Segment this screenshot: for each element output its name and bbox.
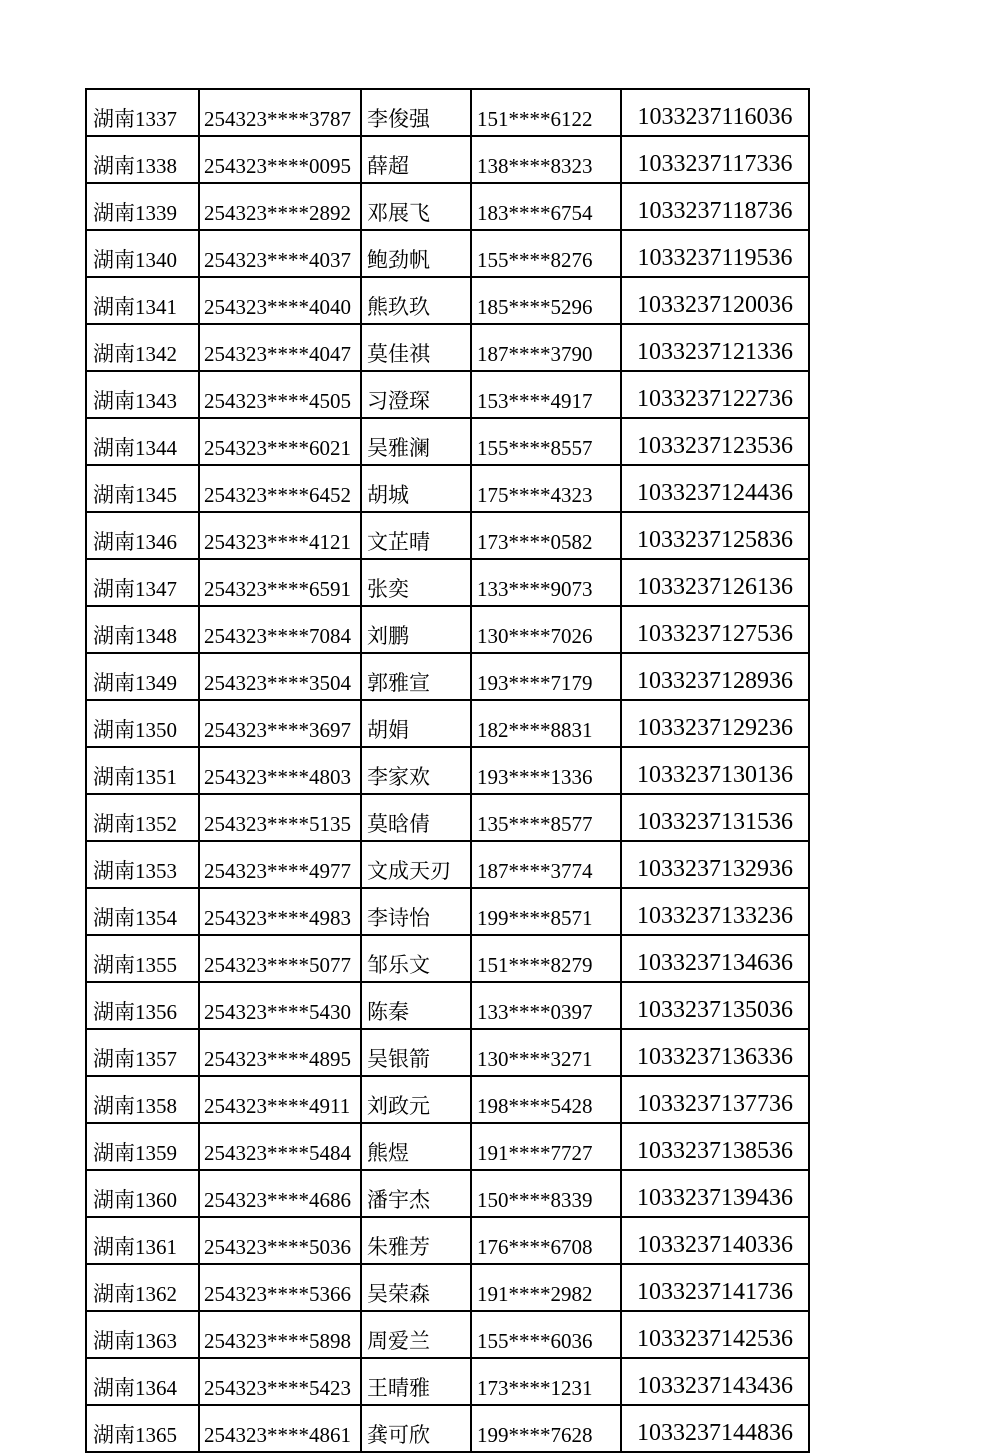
cell-name: 周爱兰 — [361, 1311, 471, 1358]
table-row — [86, 935, 809, 982]
cell-id_number_masked: 254323****5077 — [199, 935, 361, 982]
cell-phone_masked: 193****1336 — [471, 747, 621, 794]
cell-id_number_masked: 254323****2892 — [199, 183, 361, 230]
cell-region_index: 湖南1362 — [86, 1264, 199, 1311]
cell-name: 熊玖玖 — [361, 277, 471, 324]
cell-serial_number: 1033237141736 — [621, 1264, 809, 1311]
cell-phone_masked: 133****0397 — [471, 982, 621, 1029]
cell-region_index: 湖南1347 — [86, 559, 199, 606]
cell-serial_number: 1033237139436 — [621, 1170, 809, 1217]
cell-region_index: 湖南1363 — [86, 1311, 199, 1358]
cell-name: 文成天刃 — [361, 841, 471, 888]
cell-region_index: 湖南1358 — [86, 1076, 199, 1123]
cell-name: 李俊强 — [361, 89, 471, 136]
cell-name: 吴荣森 — [361, 1264, 471, 1311]
cell-region_index: 湖南1337 — [86, 89, 199, 136]
cell-serial_number: 1033237123536 — [621, 418, 809, 465]
cell-name: 李家欢 — [361, 747, 471, 794]
cell-serial_number: 1033237122736 — [621, 371, 809, 418]
cell-phone_masked: 150****8339 — [471, 1170, 621, 1217]
table-row — [86, 418, 809, 465]
cell-id_number_masked: 254323****5135 — [199, 794, 361, 841]
cell-serial_number: 1033237128936 — [621, 653, 809, 700]
cell-serial_number: 1033237130136 — [621, 747, 809, 794]
roster-table — [85, 88, 810, 1453]
table-row — [86, 230, 809, 277]
cell-serial_number: 1033237126136 — [621, 559, 809, 606]
cell-phone_masked: 199****8571 — [471, 888, 621, 935]
cell-name: 朱雅芳 — [361, 1217, 471, 1264]
table-row — [86, 89, 809, 136]
table-row — [86, 747, 809, 794]
cell-id_number_masked: 254323****5036 — [199, 1217, 361, 1264]
table-row — [86, 982, 809, 1029]
cell-id_number_masked: 254323****5484 — [199, 1123, 361, 1170]
cell-serial_number: 1033237135036 — [621, 982, 809, 1029]
cell-name: 熊煜 — [361, 1123, 471, 1170]
cell-phone_masked: 175****4323 — [471, 465, 621, 512]
cell-serial_number: 1033237143436 — [621, 1358, 809, 1405]
table-row — [86, 1029, 809, 1076]
cell-phone_masked: 193****7179 — [471, 653, 621, 700]
table-body — [86, 89, 809, 1452]
cell-region_index: 湖南1344 — [86, 418, 199, 465]
table-row — [86, 183, 809, 230]
cell-name: 李诗怡 — [361, 888, 471, 935]
cell-id_number_masked: 254323****4911 — [199, 1076, 361, 1123]
cell-serial_number: 1033237140336 — [621, 1217, 809, 1264]
table-row — [86, 465, 809, 512]
cell-serial_number: 1033237133236 — [621, 888, 809, 935]
cell-phone_masked: 191****2982 — [471, 1264, 621, 1311]
cell-region_index: 湖南1341 — [86, 277, 199, 324]
cell-id_number_masked: 254323****4121 — [199, 512, 361, 559]
table-row — [86, 277, 809, 324]
cell-region_index: 湖南1345 — [86, 465, 199, 512]
cell-id_number_masked: 254323****5366 — [199, 1264, 361, 1311]
cell-serial_number: 1033237121336 — [621, 324, 809, 371]
cell-region_index: 湖南1346 — [86, 512, 199, 559]
cell-name: 薛超 — [361, 136, 471, 183]
cell-id_number_masked: 254323****6591 — [199, 559, 361, 606]
cell-serial_number: 1033237118736 — [621, 183, 809, 230]
cell-id_number_masked: 254323****4895 — [199, 1029, 361, 1076]
cell-region_index: 湖南1361 — [86, 1217, 199, 1264]
cell-serial_number: 1033237116036 — [621, 89, 809, 136]
cell-name: 邹乐文 — [361, 935, 471, 982]
cell-id_number_masked: 254323****5423 — [199, 1358, 361, 1405]
cell-serial_number: 1033237129236 — [621, 700, 809, 747]
cell-serial_number: 1033237131536 — [621, 794, 809, 841]
cell-region_index: 湖南1339 — [86, 183, 199, 230]
cell-id_number_masked: 254323****6452 — [199, 465, 361, 512]
cell-name: 鲍劲帆 — [361, 230, 471, 277]
cell-region_index: 湖南1360 — [86, 1170, 199, 1217]
cell-phone_masked: 155****8276 — [471, 230, 621, 277]
cell-serial_number: 1033237136336 — [621, 1029, 809, 1076]
table-row — [86, 794, 809, 841]
cell-region_index: 湖南1350 — [86, 700, 199, 747]
table-row — [86, 371, 809, 418]
cell-region_index: 湖南1343 — [86, 371, 199, 418]
cell-phone_masked: 191****7727 — [471, 1123, 621, 1170]
cell-phone_masked: 138****8323 — [471, 136, 621, 183]
cell-id_number_masked: 254323****4505 — [199, 371, 361, 418]
cell-serial_number: 1033237134636 — [621, 935, 809, 982]
cell-region_index: 湖南1364 — [86, 1358, 199, 1405]
cell-name: 习澄琛 — [361, 371, 471, 418]
cell-id_number_masked: 254323****4861 — [199, 1405, 361, 1452]
cell-region_index: 湖南1352 — [86, 794, 199, 841]
cell-phone_masked: 183****6754 — [471, 183, 621, 230]
table-row — [86, 136, 809, 183]
cell-phone_masked: 133****9073 — [471, 559, 621, 606]
cell-id_number_masked: 254323****4686 — [199, 1170, 361, 1217]
cell-name: 吴银箭 — [361, 1029, 471, 1076]
cell-name: 陈秦 — [361, 982, 471, 1029]
cell-id_number_masked: 254323****4040 — [199, 277, 361, 324]
cell-phone_masked: 135****8577 — [471, 794, 621, 841]
cell-serial_number: 1033237120036 — [621, 277, 809, 324]
cell-id_number_masked: 254323****0095 — [199, 136, 361, 183]
cell-phone_masked: 173****0582 — [471, 512, 621, 559]
cell-phone_masked: 199****7628 — [471, 1405, 621, 1452]
cell-serial_number: 1033237125836 — [621, 512, 809, 559]
cell-phone_masked: 185****5296 — [471, 277, 621, 324]
cell-phone_masked: 151****8279 — [471, 935, 621, 982]
cell-name: 吴雅澜 — [361, 418, 471, 465]
table-row — [86, 653, 809, 700]
cell-phone_masked: 155****6036 — [471, 1311, 621, 1358]
cell-id_number_masked: 254323****4047 — [199, 324, 361, 371]
cell-id_number_masked: 254323****5430 — [199, 982, 361, 1029]
table-row — [86, 1076, 809, 1123]
cell-name: 胡城 — [361, 465, 471, 512]
cell-region_index: 湖南1357 — [86, 1029, 199, 1076]
cell-region_index: 湖南1359 — [86, 1123, 199, 1170]
table-row — [86, 700, 809, 747]
cell-name: 龚可欣 — [361, 1405, 471, 1452]
cell-phone_masked: 173****1231 — [471, 1358, 621, 1405]
cell-region_index: 湖南1348 — [86, 606, 199, 653]
table-row — [86, 606, 809, 653]
cell-phone_masked: 155****8557 — [471, 418, 621, 465]
cell-phone_masked: 176****6708 — [471, 1217, 621, 1264]
table-row — [86, 1123, 809, 1170]
cell-name: 张奕 — [361, 559, 471, 606]
cell-phone_masked: 130****7026 — [471, 606, 621, 653]
table-row — [86, 1217, 809, 1264]
table-row — [86, 324, 809, 371]
cell-name: 郭雅宣 — [361, 653, 471, 700]
cell-phone_masked: 153****4917 — [471, 371, 621, 418]
cell-name: 刘政元 — [361, 1076, 471, 1123]
cell-serial_number: 1033237124436 — [621, 465, 809, 512]
cell-region_index: 湖南1351 — [86, 747, 199, 794]
cell-phone_masked: 130****3271 — [471, 1029, 621, 1076]
cell-region_index: 湖南1353 — [86, 841, 199, 888]
table-row — [86, 1264, 809, 1311]
cell-region_index: 湖南1349 — [86, 653, 199, 700]
cell-region_index: 湖南1356 — [86, 982, 199, 1029]
cell-phone_masked: 187****3790 — [471, 324, 621, 371]
cell-phone_masked: 198****5428 — [471, 1076, 621, 1123]
cell-serial_number: 1033237142536 — [621, 1311, 809, 1358]
cell-name: 莫佳祺 — [361, 324, 471, 371]
table-row — [86, 1405, 809, 1452]
table-row — [86, 888, 809, 935]
cell-id_number_masked: 254323****4977 — [199, 841, 361, 888]
table-row — [86, 1358, 809, 1405]
cell-id_number_masked: 254323****5898 — [199, 1311, 361, 1358]
cell-name: 莫晗倩 — [361, 794, 471, 841]
cell-phone_masked: 187****3774 — [471, 841, 621, 888]
cell-region_index: 湖南1342 — [86, 324, 199, 371]
cell-phone_masked: 151****6122 — [471, 89, 621, 136]
cell-region_index: 湖南1365 — [86, 1405, 199, 1452]
cell-region_index: 湖南1354 — [86, 888, 199, 935]
cell-name: 文芷晴 — [361, 512, 471, 559]
cell-id_number_masked: 254323****3787 — [199, 89, 361, 136]
cell-id_number_masked: 254323****4983 — [199, 888, 361, 935]
table-row — [86, 841, 809, 888]
table-row — [86, 1311, 809, 1358]
table-row — [86, 559, 809, 606]
cell-name: 胡娟 — [361, 700, 471, 747]
cell-serial_number: 1033237138536 — [621, 1123, 809, 1170]
table-row — [86, 512, 809, 559]
cell-serial_number: 1033237119536 — [621, 230, 809, 277]
cell-id_number_masked: 254323****4803 — [199, 747, 361, 794]
cell-serial_number: 1033237137736 — [621, 1076, 809, 1123]
cell-region_index: 湖南1355 — [86, 935, 199, 982]
table-row — [86, 1170, 809, 1217]
cell-serial_number: 1033237132936 — [621, 841, 809, 888]
cell-name: 王晴雅 — [361, 1358, 471, 1405]
cell-id_number_masked: 254323****7084 — [199, 606, 361, 653]
cell-id_number_masked: 254323****3697 — [199, 700, 361, 747]
cell-serial_number: 1033237117336 — [621, 136, 809, 183]
cell-region_index: 湖南1338 — [86, 136, 199, 183]
cell-serial_number: 1033237127536 — [621, 606, 809, 653]
cell-name: 潘宇杰 — [361, 1170, 471, 1217]
cell-serial_number: 1033237144836 — [621, 1405, 809, 1452]
cell-id_number_masked: 254323****6021 — [199, 418, 361, 465]
cell-id_number_masked: 254323****3504 — [199, 653, 361, 700]
cell-phone_masked: 182****8831 — [471, 700, 621, 747]
cell-region_index: 湖南1340 — [86, 230, 199, 277]
cell-id_number_masked: 254323****4037 — [199, 230, 361, 277]
cell-name: 邓展飞 — [361, 183, 471, 230]
cell-name: 刘鹏 — [361, 606, 471, 653]
